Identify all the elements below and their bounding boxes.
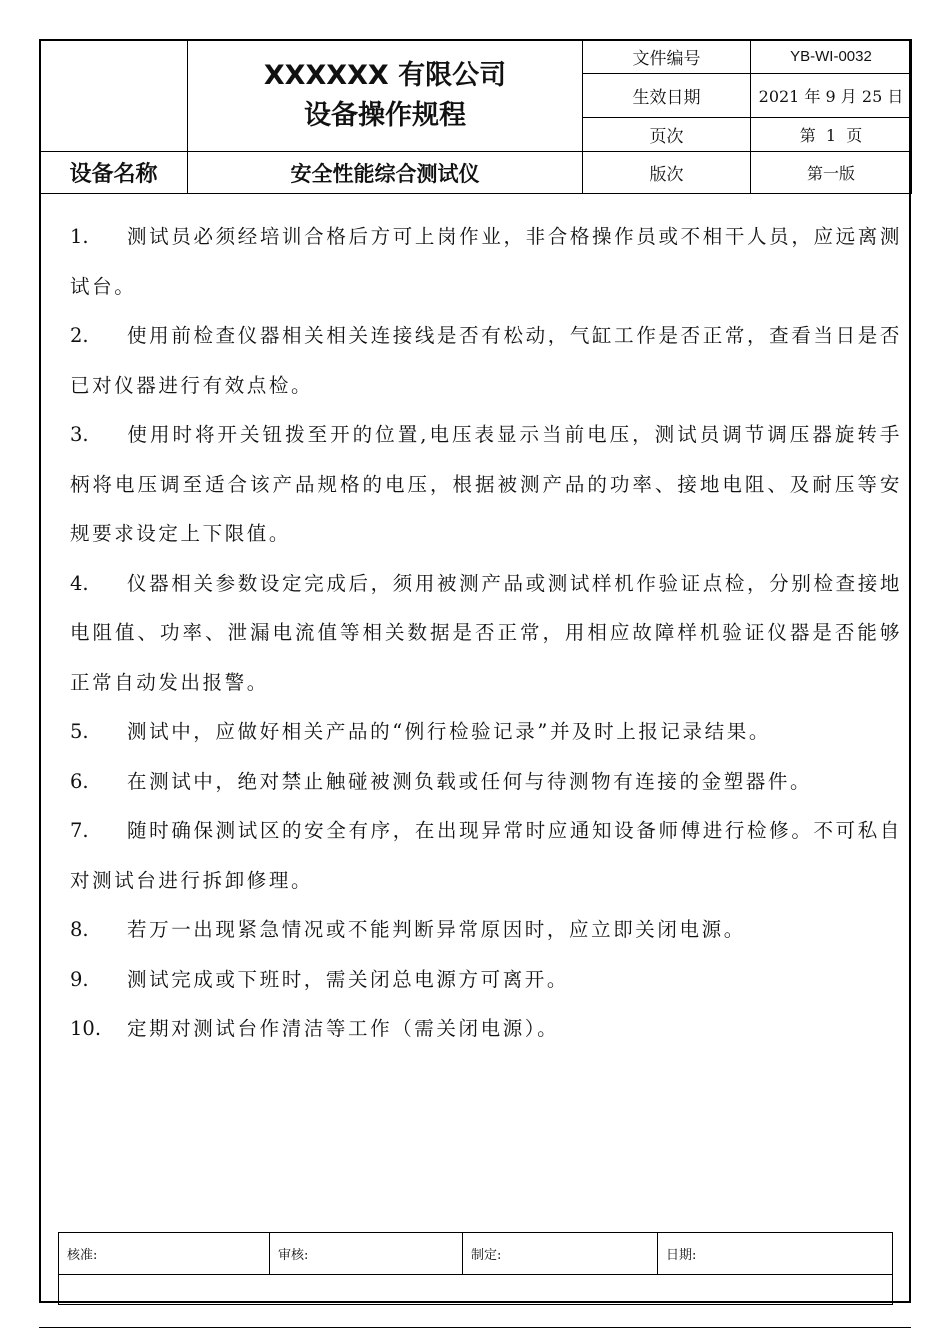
signature-blank-row — [59, 1275, 893, 1305]
review-label: 审核: — [270, 1233, 463, 1275]
item-number: 6. — [70, 769, 89, 793]
procedure-item — [70, 311, 902, 410]
item-text: 定期对测试台作清洁等工作（需关闭电源）。 — [127, 1017, 560, 1040]
item-text: 若万一出现紧急情况或不能判断异常原因时，应立即关闭电源。 — [127, 918, 746, 941]
item-text: 使用时将开关钮拨至开的位置,电压表显示当前电压，测试员调节调压器旋转手柄将电压调至适合该产品规格的电压，根据被测产品的功率、接地电阻、及耐压等安规要求设定上下限值。 — [70, 423, 902, 545]
approve-label: 核准: — [59, 1233, 270, 1275]
document-title: 设备操作规程 — [304, 99, 466, 131]
procedure-item — [70, 707, 902, 757]
item-number: 8. — [70, 918, 89, 941]
item-number: 9. — [70, 967, 89, 991]
effective-date-value: 2021 年 9 月 25 日 — [751, 74, 912, 118]
item-text: 测试完成或下班时，需关闭总电源方可离开。 — [127, 967, 570, 991]
procedure-item — [70, 955, 902, 1005]
procedure-item — [70, 905, 902, 955]
version-label: 版次 — [583, 152, 751, 194]
item-text: 随时确保测试区的安全有序，在出现异常时应通知设备师傅进行检修。不可私自对测试台进行拆卸修理。 — [70, 819, 902, 892]
item-number: 7. — [70, 819, 89, 842]
page-value: 第 1 页 — [751, 118, 912, 152]
item-text: 仪器相关参数设定完成后，须用被测产品或测试样机作验证点检，分别检查接地电阻值、功率、泄漏电流值等相关数据是否正常，用相应故障样机验证仪器是否能够正常自动发出报警。 — [70, 571, 902, 694]
item-number: 5. — [70, 720, 89, 743]
item-text: 测试员必须经培训合格后方可上岗作业，非合格操作员或不相干人员，应远离测试台。 — [70, 225, 902, 298]
procedure-item — [70, 212, 902, 311]
document-header-table — [39, 39, 912, 194]
item-number: 4. — [70, 571, 89, 595]
effective-date-label: 生效日期 — [583, 74, 751, 118]
procedure-item — [70, 1004, 902, 1054]
version-value: 第一版 — [751, 152, 912, 194]
company-name: XXXXXX 有限公司 — [263, 59, 507, 91]
doc-number-value: YB-WI-0032 — [751, 40, 912, 74]
procedure-item — [70, 757, 902, 807]
item-text: 在测试中，绝对禁止触碰被测负载或任何与待测物有连接的金塑器件。 — [127, 769, 813, 793]
item-text: 测试中，应做好相关产品的“例行检验记录”并及时上报记录结果。 — [127, 720, 771, 743]
item-text: 使用前检查仪器相关相关连接线是否有松动，气缸工作是否正常，查看当日是否已对仪器进行有效点检。 — [70, 324, 902, 397]
procedure-item — [70, 806, 902, 905]
item-number: 1. — [70, 225, 89, 248]
item-number: 10. — [70, 1017, 102, 1040]
page-label: 页次 — [583, 118, 751, 152]
logo-cell — [40, 40, 188, 152]
equipment-name-label: 设备名称 — [40, 152, 188, 194]
signature-table — [58, 1232, 893, 1305]
procedure-item — [70, 410, 902, 559]
item-number: 2. — [70, 324, 89, 347]
bottom-rule — [39, 1327, 911, 1328]
title-cell — [188, 40, 583, 152]
doc-number-label: 文件编号 — [583, 40, 751, 74]
item-number: 3. — [70, 423, 89, 446]
procedure-item — [70, 559, 902, 708]
procedure-list — [70, 212, 902, 1054]
equipment-name-value: 安全性能综合测试仪 — [188, 152, 583, 194]
prepare-label: 制定: — [463, 1233, 658, 1275]
date-label: 日期: — [658, 1233, 893, 1275]
